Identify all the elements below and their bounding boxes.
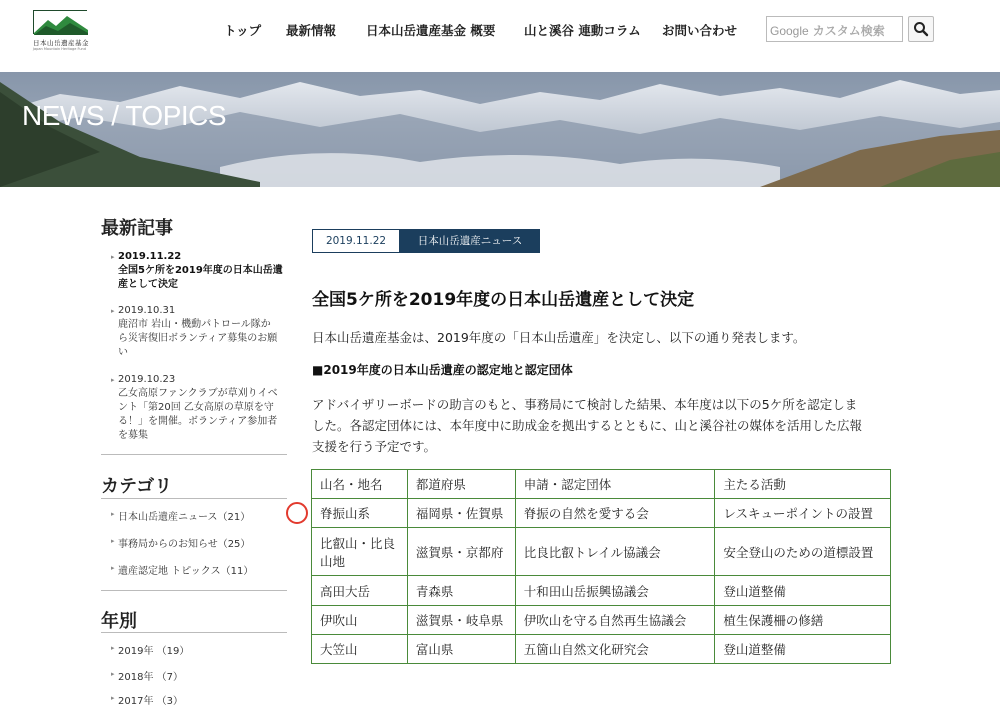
table-row xyxy=(312,499,891,528)
site-header xyxy=(0,0,1000,72)
recent-posts-heading: 最新記事 xyxy=(101,218,173,239)
post-title-line: ら災害復旧ボランティア募集のお願 xyxy=(118,333,278,344)
google-label: Google xyxy=(770,24,809,38)
mountain-logo-icon xyxy=(33,10,87,34)
table-header-row xyxy=(312,470,891,499)
search-icon xyxy=(909,17,933,41)
article-intro: 日本山岳遺産基金は、2019年度の「日本山岳遺産」を決定し、以下の通り発表します。 xyxy=(312,330,806,345)
nav-news[interactable]: 最新情報 xyxy=(286,23,337,38)
site-logo[interactable] xyxy=(33,10,89,50)
search-placeholder: カスタム検索 xyxy=(812,24,885,38)
recent-post-item[interactable] xyxy=(101,304,287,360)
post-title-line: い xyxy=(118,347,128,358)
nav-top[interactable]: トップ xyxy=(224,23,262,38)
category-item[interactable] xyxy=(101,562,253,577)
search-button[interactable] xyxy=(908,16,934,42)
post-title-line: 産として決定 xyxy=(118,279,178,290)
table-cell: 伊吹山 xyxy=(312,606,408,635)
post-title-line: る！」を開催。ボランティア参加者 xyxy=(118,416,278,427)
table-cell: 登山道整備 xyxy=(715,635,891,664)
post-title-line: を募集 xyxy=(118,430,148,441)
year-heading: 年別 xyxy=(101,611,137,632)
table-row xyxy=(312,606,891,635)
section-heading: ■2019年度の日本山岳遺産の認定地と認定団体 xyxy=(312,363,573,377)
post-title-line: 乙女高原ファンクラブが草刈りイベ xyxy=(118,388,278,399)
table-cell: 安全登山のための道標設置 xyxy=(715,528,891,576)
category-label: 日本山岳遺産ニュース（21） xyxy=(118,512,251,523)
article-date-badge: 2019.11.22 xyxy=(312,229,400,253)
chevron-right-icon: ▸ xyxy=(111,253,115,261)
table-cell: 福岡県・佐賀県 xyxy=(407,499,515,528)
table-cell: 高田大岳 xyxy=(312,576,408,606)
table-header-cell: 都道府県 xyxy=(407,470,515,499)
category-label: 事務局からのお知らせ（25） xyxy=(118,539,251,550)
hero-banner xyxy=(0,72,1000,187)
article-category-badge[interactable]: 日本山岳遺産ニュース xyxy=(400,229,540,253)
chevron-right-icon: ▸ xyxy=(111,564,115,572)
category-heading-rule xyxy=(101,498,287,499)
table-cell: 富山県 xyxy=(407,635,515,664)
nav-about[interactable]: 日本山岳遺産基金 概要 xyxy=(366,23,496,38)
recent-post-item[interactable] xyxy=(101,373,287,443)
table-header-cell: 主たる活動 xyxy=(715,470,891,499)
year-heading-rule xyxy=(101,632,287,633)
post-date: 2019.11.22 xyxy=(118,251,182,262)
table-cell: 登山道整備 xyxy=(715,576,891,606)
category-item[interactable] xyxy=(101,508,250,523)
year-label: 2019年 （19） xyxy=(118,646,190,657)
table-cell: 五箇山自然文化研究会 xyxy=(515,635,715,664)
red-circle-marker xyxy=(286,502,308,524)
chevron-right-icon: ▸ xyxy=(111,670,115,678)
year-label: 2017年 （3） xyxy=(118,696,183,707)
year-label: 2018年 （7） xyxy=(118,672,183,683)
table-cell: 脊振の自然を愛する会 xyxy=(515,499,715,528)
table-cell: 滋賀県・京都府 xyxy=(407,528,515,576)
category-heading: カテゴリ xyxy=(101,476,173,497)
category-label: 遺産認定地 トピックス（11） xyxy=(118,566,254,577)
table-row xyxy=(312,635,891,664)
table-row xyxy=(312,576,891,606)
chevron-right-icon: ▸ xyxy=(111,376,115,384)
nav-column[interactable]: 山と溪谷 連動コラム xyxy=(524,23,641,38)
table-header-cell: 申請・認定団体 xyxy=(515,470,715,499)
table-cell: 比叡山・比良山地 xyxy=(312,528,408,576)
chevron-right-icon: ▸ xyxy=(111,307,115,315)
body-line: アドバイザリーボードの助言のもと、事務局にて検討した結果、本年度は以下の5ケ所を認定しま xyxy=(312,397,858,412)
chevron-right-icon: ▸ xyxy=(111,644,115,652)
table-row xyxy=(312,528,891,576)
year-item[interactable] xyxy=(101,692,183,707)
heritage-sites-table xyxy=(311,469,891,664)
nav-contact[interactable]: お問い合わせ xyxy=(662,23,738,38)
post-title-line: 全国5ケ所を2019年度の日本山岳遺 xyxy=(118,265,283,276)
logo-text: 日本山岳遺産基金 xyxy=(33,39,89,47)
chevron-right-icon: ▸ xyxy=(111,510,115,518)
table-cell: 十和田山岳振興協議会 xyxy=(515,576,715,606)
table-cell: 滋賀県・岐阜県 xyxy=(407,606,515,635)
recent-post-item[interactable] xyxy=(101,250,287,292)
article-title: 全国5ケ所を2019年度の日本山岳遺産として決定 xyxy=(312,290,695,310)
year-item[interactable] xyxy=(101,642,189,657)
logo-subtext: Japan Mountain Heritage Fund xyxy=(33,47,86,51)
chevron-right-icon: ▸ xyxy=(111,694,115,702)
category-item[interactable] xyxy=(101,535,250,550)
table-cell: 大笠山 xyxy=(312,635,408,664)
table-cell: 脊振山系 xyxy=(312,499,408,528)
post-date: 2019.10.23 xyxy=(118,374,176,385)
table-cell: 伊吹山を守る自然再生協議会 xyxy=(515,606,715,635)
post-title-line: 鹿沼市 岩山・機動パトロール隊か xyxy=(118,319,271,330)
year-item[interactable] xyxy=(101,668,183,683)
table-cell: 比良比叡トレイル協議会 xyxy=(515,528,715,576)
post-title-line: ント「第20回 乙女高原の草原を守 xyxy=(118,402,274,413)
body-line: 支援を行う予定です。 xyxy=(312,439,437,454)
table-header-cell: 山名・地名 xyxy=(312,470,408,499)
sidebar-divider xyxy=(101,454,287,455)
body-line: した。各認定団体には、本年度中に助成金を拠出するとともに、山と溪谷社の媒体を活用した広報 xyxy=(312,418,863,433)
sidebar-divider xyxy=(101,590,287,591)
chevron-right-icon: ▸ xyxy=(111,537,115,545)
table-cell: 植生保護柵の修繕 xyxy=(715,606,891,635)
article-body xyxy=(312,394,902,457)
table-cell: 青森県 xyxy=(407,576,515,606)
table-cell: レスキューポイントの設置 xyxy=(715,499,891,528)
post-date: 2019.10.31 xyxy=(118,305,176,316)
search-input[interactable] xyxy=(766,16,903,42)
page-title: NEWS / TOPICS xyxy=(22,100,227,131)
